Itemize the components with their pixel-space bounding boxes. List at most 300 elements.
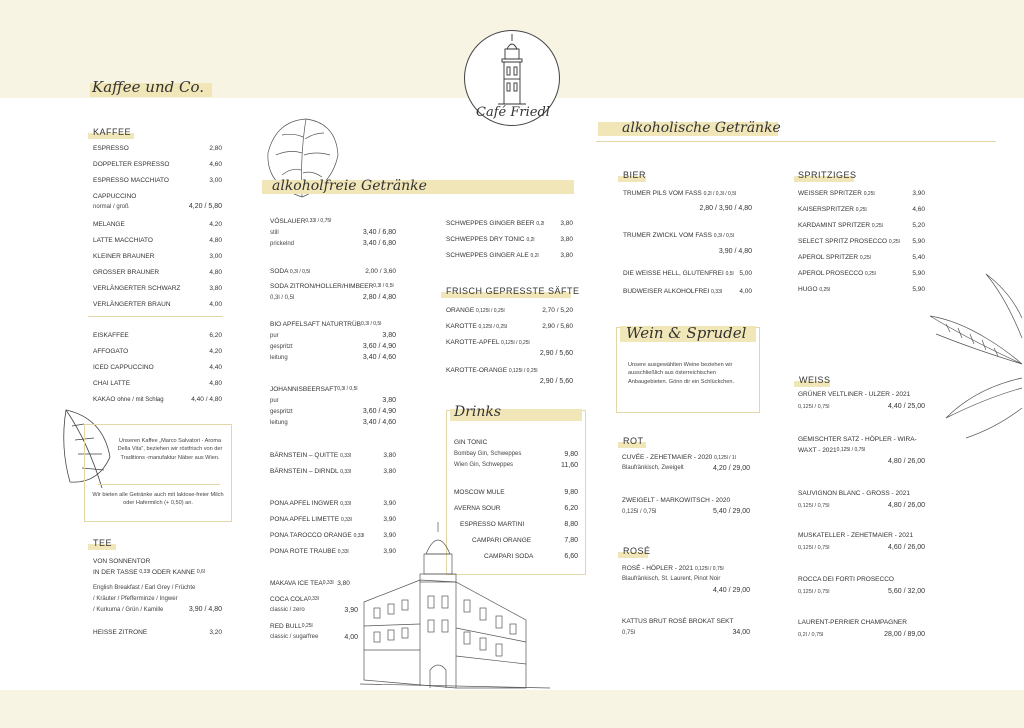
spritz-item-vol: 0,25l (819, 287, 831, 293)
cola-name: COCA COLA (270, 596, 308, 603)
kaffee-item (93, 301, 222, 309)
saft-item-name: KAROTTE (446, 323, 477, 330)
schweppes-item-name: SCHWEPPES DRY TONIC (446, 236, 525, 243)
rose-item-1-sub: Blaufränkisch, St. Laurent, Pinot Noir (622, 576, 721, 582)
kaffee-item (93, 193, 222, 201)
tee-item-2-name: HEISSE ZITRONE (93, 629, 148, 636)
gin-sub-2: Wien Gin, Schweppes (454, 462, 514, 468)
spritz-item-vol: 0,25l (864, 271, 876, 277)
voeslauer (270, 218, 331, 226)
kaffee-item-left (93, 332, 129, 340)
schweppes-item-name: SCHWEPPES GINGER ALE (446, 252, 529, 259)
kaffee-item-price: 4,20 (209, 221, 222, 228)
kaffee-item (93, 253, 222, 261)
redbull-sub: classic / sugarfree (270, 634, 319, 640)
spritz-item (798, 254, 925, 262)
rot-item-2-name: ZWEIGELT - MARKOWITSCH - 2020 (622, 497, 731, 504)
weiss-item-name: LAURENT-PERRIER CHAMPAGNER (798, 619, 907, 626)
spritz-item-name: KARDAMINT SPRITZER (798, 222, 871, 229)
pona-item-name: PONA APFEL LIMETTE (270, 516, 340, 523)
redbull-price: 4,00 (344, 634, 358, 641)
pona-item-left (270, 500, 351, 508)
redbull (270, 623, 313, 631)
pona-item-vol: 0,33l (340, 501, 352, 507)
weiss-item-name2: WAXT - 2021 (798, 447, 837, 454)
weisse-name: DIE WEISSE HELL, GLUTENFREI (623, 270, 724, 277)
baernstein-item-vol: 0,33l (340, 453, 351, 459)
kaffee-note-2: Wir bieten alle Getränke auch mit laktose-freier Milch oder Hafermilch (+ 0,50) an. (92, 492, 224, 507)
spritz-item-price: 3,90 (912, 190, 925, 197)
pona-item-left (270, 532, 364, 540)
kaffee-item-name: GROSSER BRAUNER (93, 269, 160, 276)
saft-item-price: 2,70 / 5,20 (542, 307, 573, 314)
bio-leitung-sub: leitung (270, 355, 288, 361)
saft-item (446, 323, 573, 331)
section-tee: TEE (93, 538, 113, 548)
weisse-vol: 0,5l (725, 271, 734, 277)
spritz-item (798, 222, 925, 230)
weiss-item-name-2 (798, 447, 865, 455)
weiss-item-price: 4,40 / 25,00 (888, 403, 925, 410)
spritz-item-price: 5,20 (912, 222, 925, 229)
spritz-item-name: APEROL SPRITZER (798, 254, 859, 261)
weiss-item-sub: 0,125l / 0,75l (798, 404, 830, 410)
tee-price: 3,90 / 4,80 (188, 606, 222, 613)
tee-line-1 (93, 558, 150, 566)
saft-item (446, 367, 573, 375)
budweiser-name: BUDWEISER ALKOHOLFREI (623, 288, 710, 295)
makava-name: MAKAVA ICE TEA (270, 580, 323, 587)
kaffee-note-1: Unseren Kaffee „Marco Salvatori - Aroma Della Vita", beziehen wir röstfrisch von der Traditions -manufaktur Näber aus Wien. (117, 438, 223, 461)
pona-item-name: PONA TAROCCO ORANGE (270, 532, 352, 539)
rose-item-2-name: KATTUS BRUT ROSÉ BROKAT SEKT (622, 618, 734, 625)
trumer-zwickl-vol: 0,3l / 0,5l (713, 233, 735, 239)
soda-zitron-price: 2,80 / 4,80 (362, 294, 396, 301)
saft-item-price: 2,90 / 5,60 (542, 323, 573, 330)
divider (596, 141, 996, 142)
bier-budweiser (623, 288, 752, 296)
soda-zitron-name: SODA ZITRON/HOLLER/HIMBEER (270, 283, 374, 290)
kaffee-item-name: ICED CAPPUCCINO (93, 364, 154, 371)
pona-item-vol: 0,33l (353, 533, 365, 539)
kaffee-item-price: 3,00 (209, 177, 222, 184)
gin-price-2: 11,60 (561, 462, 578, 469)
pona-item-price: 3,90 (383, 516, 396, 523)
spritz-item-left (798, 254, 871, 262)
kaffee-item (93, 348, 222, 356)
soda-left (270, 268, 310, 276)
baernstein-item (270, 452, 396, 460)
spritz-item-left (798, 206, 867, 214)
saft-item-vol: 0,125l / 0,25l (475, 308, 505, 314)
schweppes-item-vol: 0,2l (536, 221, 545, 227)
tee-vol-2: 0,6l (196, 569, 205, 575)
saft-item-vol: 0,125l / 0,25l (508, 368, 538, 374)
makava-price: 3,80 (337, 580, 350, 587)
kaffee-item-name: MELANGE (93, 221, 125, 228)
kaffee-item-price: 4,40 / 4,80 (191, 396, 222, 403)
weiss-item-name: MUSKATELLER - ZEHETMAIER - 2021 (798, 532, 914, 539)
baernstein-item-name: BÄRNSTEIN – DIRNDL (270, 468, 339, 475)
johannis-leitung-price: 3,40 / 4,60 (362, 419, 396, 426)
kaffee-item-left (93, 380, 130, 388)
saft-item-left (446, 307, 505, 315)
section-spritziges: SPRITZIGES (798, 170, 857, 180)
budweiser-price: 4,00 (739, 288, 752, 295)
gin-tonic-name: GIN TONIC (454, 439, 488, 446)
schweppes-item-vol: 0,2l (530, 253, 539, 259)
tee-desc-3: / Kurkuma / Grün / Kamille (93, 607, 164, 613)
kaffee-item-name: LATTE MACCHIATO (93, 237, 153, 244)
weiss-item-price: 4,60 / 26,00 (888, 544, 925, 551)
soda-name: SODA (270, 268, 289, 275)
soda-zitron (270, 283, 394, 291)
weiss-item-price: 28,00 / 89,00 (884, 631, 925, 638)
redbull-vol: 0,25l (301, 623, 313, 629)
pona-item (270, 500, 396, 508)
voeslauer-prickelnd-price: 3,40 / 6,80 (362, 240, 396, 247)
schweppes-item-left (446, 236, 535, 244)
tee-line-2-mid: ODER KANNE (152, 569, 196, 576)
kaffee-item-left (93, 348, 128, 356)
spritz-item-vol: 0,25l (855, 207, 867, 213)
kaffee-item (93, 161, 222, 169)
weiss-item-name: GRÜNER VELTLINER - ULZER - 2021 (798, 391, 911, 398)
kaffee-item-price: 4,80 (209, 380, 222, 387)
weiss-item-sub: 0,125l / 0,75l (798, 589, 830, 595)
kaffee-item-price: 2,80 (209, 145, 222, 152)
kaffee-item-name: AFFOGATO (93, 348, 129, 355)
schweppes-item-price: 3,80 (560, 252, 573, 259)
rot-item-2-price: 5,40 / 29,00 (713, 508, 750, 515)
schweppes-item (446, 220, 573, 228)
section-rot: ROT (623, 436, 644, 446)
kaffee-item (93, 221, 222, 229)
weisse-price: 5,00 (739, 270, 752, 277)
saft-item-left (446, 339, 530, 347)
section-saefte: FRISCH GEPRESSTE SÄFTE (446, 286, 580, 296)
spritz-item-vol: 0,25l (863, 191, 875, 197)
saft-item-name: KAROTTE-ORANGE (446, 367, 508, 374)
rot-item-1-price: 4,20 / 29,00 (713, 465, 750, 472)
kaffee-item-name: CAPPUCCINO (93, 193, 137, 200)
kaffee-item-price: 6,20 (209, 332, 222, 339)
johannis-pur-price: 3,80 (382, 397, 396, 404)
section-weiss: WEISS (799, 375, 831, 385)
johannis-leitung-sub: leitung (270, 420, 288, 426)
kaffee-item-price: 4,40 (209, 364, 222, 371)
gin-tonic-title (454, 439, 487, 447)
cola-sub: classic / zero (270, 607, 305, 613)
bio-gespritzt-sub: gespritzt (270, 344, 293, 350)
kaffee-item-name: CHAI LATTE (93, 380, 131, 387)
weiss-item-price: 4,80 / 26,00 (888, 458, 925, 465)
kaffee-item-price: 4,80 (209, 269, 222, 276)
soda (270, 268, 396, 276)
schweppes-item-price: 3,80 (560, 236, 573, 243)
saft-item-price: 2,90 / 5,60 (539, 378, 573, 385)
soda-price: 2,00 / 3,60 (365, 268, 396, 275)
wein-note: Unsere ausgewählten Weine beziehen wir ausschließlich aus österreichischen Anbaugebieten. Gönn dir ein Schlückchen. (628, 362, 735, 385)
kaffee-item-name: ESPRESSO MACCHIATO (93, 177, 169, 184)
weiss-item-sub: 0,2l / 0,75l (798, 632, 824, 638)
spritz-item-name: KAISERSPRITZER (798, 206, 854, 213)
pona-item-price: 3,90 (383, 532, 396, 539)
kaffee-item (93, 237, 222, 245)
pona-item-price: 3,90 (383, 500, 396, 507)
weiss-item-name: ROCCA DEI FORTI PROSECCO (798, 576, 894, 583)
bio-name: BIO APFELSAFT NATURTRÜB (270, 321, 362, 328)
bio-leitung-price: 3,40 / 4,60 (362, 354, 396, 361)
kaffee-item (93, 364, 222, 372)
pona-item-price: 3,90 (383, 548, 396, 555)
weiss-item-name: GEMISCHTER SATZ - HÖPLER - WIRA- (798, 436, 917, 443)
heading-kaffee-und-co: Kaffee und Co. (92, 78, 205, 96)
section-rose: ROSÉ (623, 546, 651, 556)
saft-item-price: 2,90 / 5,60 (539, 350, 573, 357)
kaffee-item (93, 332, 222, 340)
spritz-item-vol: 0,25l (871, 223, 883, 229)
rose-item-1-name: ROSÉ - HÖPLER - 2021 (622, 565, 694, 572)
building-illustration-icon (360, 520, 552, 690)
spritz-item-name: HUGO (798, 286, 818, 293)
trumer-zwickl-price: 3,90 / 4,80 (718, 248, 752, 255)
kaffee-item (93, 285, 222, 293)
spritz-item-left (798, 222, 883, 230)
rose-item-2 (622, 618, 733, 626)
schweppes-item-left (446, 252, 539, 260)
spritz-item (798, 206, 925, 214)
johannis-pur-sub: pur (270, 398, 279, 404)
heading-alkoholfrei: alkoholfreie Getränke (272, 178, 427, 194)
bio-pur-price: 3,80 (382, 332, 396, 339)
saft-item-left (446, 367, 538, 375)
spritz-item-price: 5,40 (912, 254, 925, 261)
kaffee-item-price: 4,80 (209, 237, 222, 244)
rot-item-1-name: CUVÉE - ZEHETMAIER - 2020 (622, 454, 713, 461)
rose-item-2-sub: 0,75l (622, 630, 636, 636)
pona-item-left (270, 516, 352, 524)
drink-item-price: 7,80 (564, 537, 578, 544)
bier-weisse (623, 270, 752, 278)
spritz-item (798, 190, 925, 198)
spritz-item-left (798, 190, 875, 198)
rose-item-1-price: 4,40 / 29,00 (713, 587, 750, 594)
gin-price-1: 9,80 (564, 451, 578, 458)
bier-trumer-pils (623, 190, 736, 198)
drink-item-name: AVERNA SOUR (454, 505, 501, 512)
pona-item-vol: 0,33l (337, 549, 349, 555)
kaffee-item-price: 4,20 (209, 348, 222, 355)
spritz-item-price: 4,60 (912, 206, 925, 213)
rot-item-1-sub: Blaufränkisch, Zweigelt (622, 465, 684, 471)
bottom-cream-band (0, 690, 1024, 728)
bio-gespritzt-price: 3,60 / 4,90 (362, 343, 396, 350)
baernstein-item-price: 3,80 (383, 452, 396, 459)
tee-line-2 (93, 569, 205, 577)
johannis (270, 386, 357, 394)
drink-item-price: 6,20 (564, 505, 578, 512)
bio-pur-sub: pur (270, 333, 279, 339)
pona-item-name: PONA ROTE TRAUBE (270, 548, 336, 555)
schweppes-item-price: 3,80 (560, 220, 573, 227)
baernstein-item-vol: 0,33l (340, 469, 352, 475)
spritz-item-vol: 0,25l (859, 255, 871, 261)
heading-drinks: Drinks (454, 404, 502, 420)
pona-item-name: PONA APFEL INGWER (270, 500, 339, 507)
schweppes-item-name: SCHWEPPES GINGER BEER (446, 220, 535, 227)
kaffee-item-price: 4,00 (209, 301, 222, 308)
cola-vol: 0,33l (307, 596, 319, 602)
kaffee-item-name: VERLÄNGERTER BRAUN (93, 301, 171, 308)
baernstein-item (270, 468, 396, 476)
drink-item-name: CAMPARI ORANGE (472, 537, 532, 544)
kaffee-item-left (93, 364, 154, 372)
spritz-item-left (798, 286, 830, 294)
spritz-item-left (798, 238, 900, 246)
spritz-item (798, 270, 925, 278)
saft-item-name: KAROTTE-APFEL (446, 339, 500, 346)
weiss-item-sub: 0,125l / 0,75l (798, 545, 830, 551)
drink-item-name: CAMPARI SODA (484, 553, 534, 560)
spritz-item-price: 5,90 (912, 238, 925, 245)
kaffee-item-name: KLEINER BRAUNER (93, 253, 155, 260)
saft-item-vol: 0,125l / 0,25l (478, 324, 508, 330)
soda-zitron-vol: 0,3l / 0,5l (373, 283, 394, 289)
baernstein-item-name: BÄRNSTEIN – QUITTE (270, 452, 339, 459)
spritz-item (798, 286, 925, 294)
drink-item-price: 6,60 (564, 553, 578, 560)
saft-item (446, 307, 573, 315)
tee-item-2-price: 3,20 (209, 629, 222, 636)
drink-item-price: 8,80 (564, 521, 578, 528)
gin-sub-1: Bombay Gin, Schweppes (454, 451, 522, 457)
kaffee-item (93, 380, 222, 388)
spritz-item (798, 238, 925, 246)
saft-item (446, 339, 573, 347)
schweppes-item-vol: 0,2l (526, 237, 535, 243)
trumer-zwickl-name: TRUMER ZWICKL VOM FASS (623, 232, 712, 239)
johannis-gespritzt-price: 3,60 / 4,90 (362, 408, 396, 415)
tee-item-2 (93, 629, 222, 637)
baernstein-item-left (270, 468, 351, 476)
tee-vol-1: 0,33l (139, 569, 151, 575)
tee-desc-2: / Kräuter / Pfefferminze / Ingwer (93, 596, 178, 602)
kaffee-item-sub: normal / groß (93, 204, 129, 210)
bio-vol: 0,3l / 0,5l (361, 321, 382, 327)
section-kaffee: KAFFEE (93, 127, 132, 137)
pona-item-left (270, 548, 349, 556)
rose-item-2-price: 34,00 (732, 629, 750, 636)
spritz-item-name: SELECT SPRITZ PROSECCO (798, 238, 888, 245)
spritz-item-price: 5,90 (912, 270, 925, 277)
cafe-logo (464, 30, 560, 126)
pona-item-vol: 0,33l (340, 517, 352, 523)
voeslauer-still-sub: still (270, 230, 279, 236)
spritz-item-name: APEROL PROSECCO (798, 270, 864, 277)
divider (98, 484, 220, 485)
rot-item-1 (622, 454, 736, 462)
weiss-item-vol: 0,125l / 0,75l (836, 447, 866, 453)
johannis-name: JOHANNISBEERSAFT (270, 386, 338, 393)
trumer-pils-price: 2,80 / 3,90 / 4,80 (699, 205, 752, 212)
schweppes-item (446, 236, 573, 244)
kaffee-item-name: KAKAO (93, 396, 116, 403)
kaffee-item (93, 145, 222, 153)
voeslauer-still-price: 3,40 / 6,80 (362, 229, 396, 236)
weiss-item-price: 5,60 / 32,00 (888, 588, 925, 595)
rose-item-1-vol: 0,125l / 0,75l (694, 566, 724, 572)
heading-wein: Wein & Sprudel (626, 324, 747, 342)
budweiser-vol: 0,33l (711, 289, 722, 295)
brand-name: Café Friedl (476, 105, 550, 120)
soda-zitron-vol2: 0,3l / 0,5l (270, 295, 295, 301)
baernstein-item-left (270, 452, 351, 460)
tee-line-2-text: IN DER TASSE (93, 569, 138, 576)
rose-item-1 (622, 565, 724, 573)
makava (270, 580, 350, 588)
weiss-item-name: SAUVIGNON BLANC - GROSS - 2021 (798, 490, 910, 497)
kaffee-item-name: VERLÄNGERTER SCHWARZ (93, 285, 181, 292)
saft-item-vol: 0,125l / 0,25l (501, 340, 530, 346)
schweppes-item (446, 252, 573, 260)
spritz-item-vol: 0,25l (888, 239, 900, 245)
palm-leaves-icon (926, 268, 1024, 440)
bier-trumer-zwickl (623, 232, 734, 240)
section-bier: BIER (623, 170, 647, 180)
drink-item-name: ESPRESSO MARTINI (460, 521, 525, 528)
kaffee-item-price: 4,20 / 5,80 (188, 203, 222, 210)
makava-vol: 0,33l (322, 580, 334, 586)
spritz-item-name: WEISSER SPRITZER (798, 190, 862, 197)
spritz-item-price: 5,90 (912, 286, 925, 293)
drink-item-name: MOSCOW MULE (454, 489, 505, 496)
kaffee-item-suffix: ohne / mit Schlag (117, 397, 164, 403)
cola (270, 596, 319, 604)
schweppes-item-left (446, 220, 544, 228)
kaffee-item-name: EISKAFFEE (93, 332, 129, 339)
rot-item-2-sub: 0,125l / 0,75l (622, 509, 657, 515)
johannis-vol: 0,3l / 0,5l (337, 386, 358, 392)
trumer-pils-vol: 0,2l / 0,3l / 0,5l (703, 191, 737, 197)
divider (88, 316, 223, 317)
kaffee-item-name: ESPRESSO (93, 145, 129, 152)
kaffee-item-name: DOPPELTER ESPRESSO (93, 161, 170, 168)
rot-item-2 (622, 497, 730, 505)
saft-item-name: ORANGE (446, 307, 475, 314)
heading-alkoholisch: alkoholische Getränke (622, 120, 781, 136)
cola-price: 3,90 (344, 607, 358, 614)
trumer-pils-name: TRUMER PILS VOM FASS (623, 190, 702, 197)
kaffee-item-price: 4,60 (209, 161, 222, 168)
kaffee-item (93, 177, 222, 185)
voeslauer-vol: 0,33l / 0,75l (305, 218, 332, 224)
drink-item-price: 9,80 (564, 489, 578, 496)
baernstein-item-price: 3,80 (383, 468, 396, 475)
soda-vol: 0,3l / 0,5l (289, 269, 311, 275)
kaffee-item (93, 269, 222, 277)
voeslauer-name: VÖSLAUER (270, 218, 306, 225)
bio (270, 321, 381, 329)
tee-line-1-text: VON SONNENTOR (93, 558, 151, 565)
johannis-gespritzt-sub: gespritzt (270, 409, 293, 415)
tee-desc-1: English Breakfast / Earl Grey / Früchte (93, 585, 196, 591)
weiss-item-price: 4,80 / 26,00 (888, 502, 925, 509)
rot-item-1-vol: 0,125l / 1l (714, 455, 736, 461)
redbull-name: RED BULL (270, 623, 302, 630)
weiss-item-sub: 0,125l / 0,75l (798, 503, 830, 509)
spritz-item-left (798, 270, 876, 278)
